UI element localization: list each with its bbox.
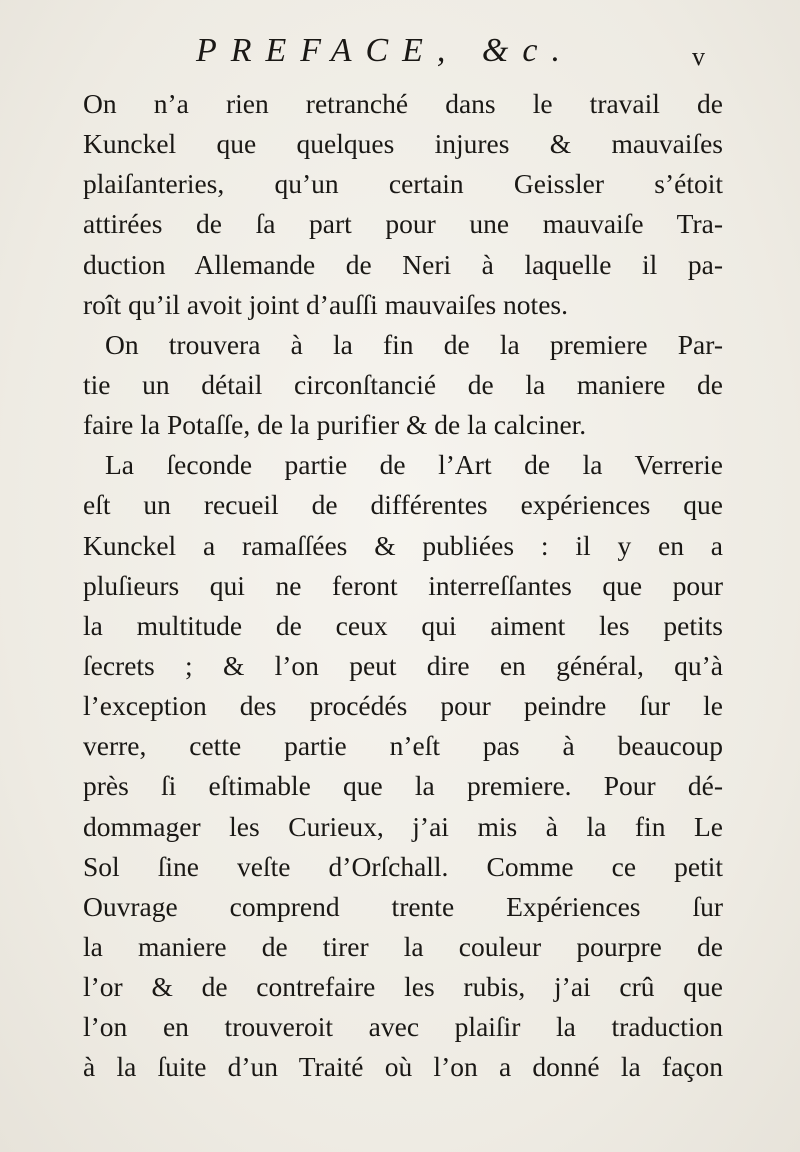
text-line: faire la Potaſſe, de la purifier & de la calciner.	[83, 409, 587, 441]
text-line: l’exception des procédés pour peindre ſur le	[83, 690, 723, 722]
text-line: pluſieurs qui ne feront interreſſantes que pour	[83, 569, 723, 601]
text-line: Kunckel que quelques injures & mauvaiſes	[83, 128, 723, 160]
page-number: v	[692, 42, 705, 71]
text-line: tie un détail circonſtancié de la maniere de	[83, 368, 723, 400]
text-line: l’on en trouveroit avec plaiſir la traduction	[83, 1011, 723, 1043]
text-line: verre, cette partie n’eſt pas à beaucoup	[83, 730, 723, 762]
text-line: La ſeconde partie de l’Art de la Verrerie	[105, 449, 723, 481]
text-line: Ouvrage comprend trente Expériences ſur	[83, 890, 723, 922]
text-line: eſt un recueil de différentes expériences que	[83, 489, 723, 521]
body-text	[83, 84, 723, 1088]
text-line: On trouvera à la fin de la premiere Par-	[105, 328, 723, 360]
text-line: dommager les Curieux, j’ai mis à la fin Le	[83, 810, 723, 842]
text-line: On n’a rien retranché dans le travail de	[83, 88, 723, 119]
text-line: plaiſanteries, qu’un certain Geissler s’étoit	[83, 168, 723, 200]
running-head: PREFACE, &c.	[196, 32, 574, 69]
text-line: l’or & de contrefaire les rubis, j’ai crû que	[83, 971, 723, 1003]
text-line: duction Allemande de Neri à laquelle il pa-	[83, 248, 723, 280]
text-line: Kunckel a ramaſſées & publiées : il y en a	[83, 529, 723, 561]
text-line: attirées de ſa part pour une mauvaiſe Tra-	[83, 208, 723, 240]
text-line: à la ſuite d’un Traité où l’on a donné la façon	[83, 1051, 723, 1083]
text-line: ſecrets ; & l’on peut dire en général, qu’à	[83, 649, 723, 681]
text-line: Sol ſine veſte d’Orſchall. Comme ce petit	[83, 850, 723, 882]
text-line: la multitude de ceux qui aiment les petits	[83, 609, 723, 641]
text-line: la maniere de tirer la couleur pourpre de	[83, 930, 723, 962]
text-line: roît qu’il avoit joint d’auſſi mauvaiſes notes.	[83, 288, 568, 320]
text-line: près ſi eſtimable que la premiere. Pour dé-	[83, 770, 723, 802]
